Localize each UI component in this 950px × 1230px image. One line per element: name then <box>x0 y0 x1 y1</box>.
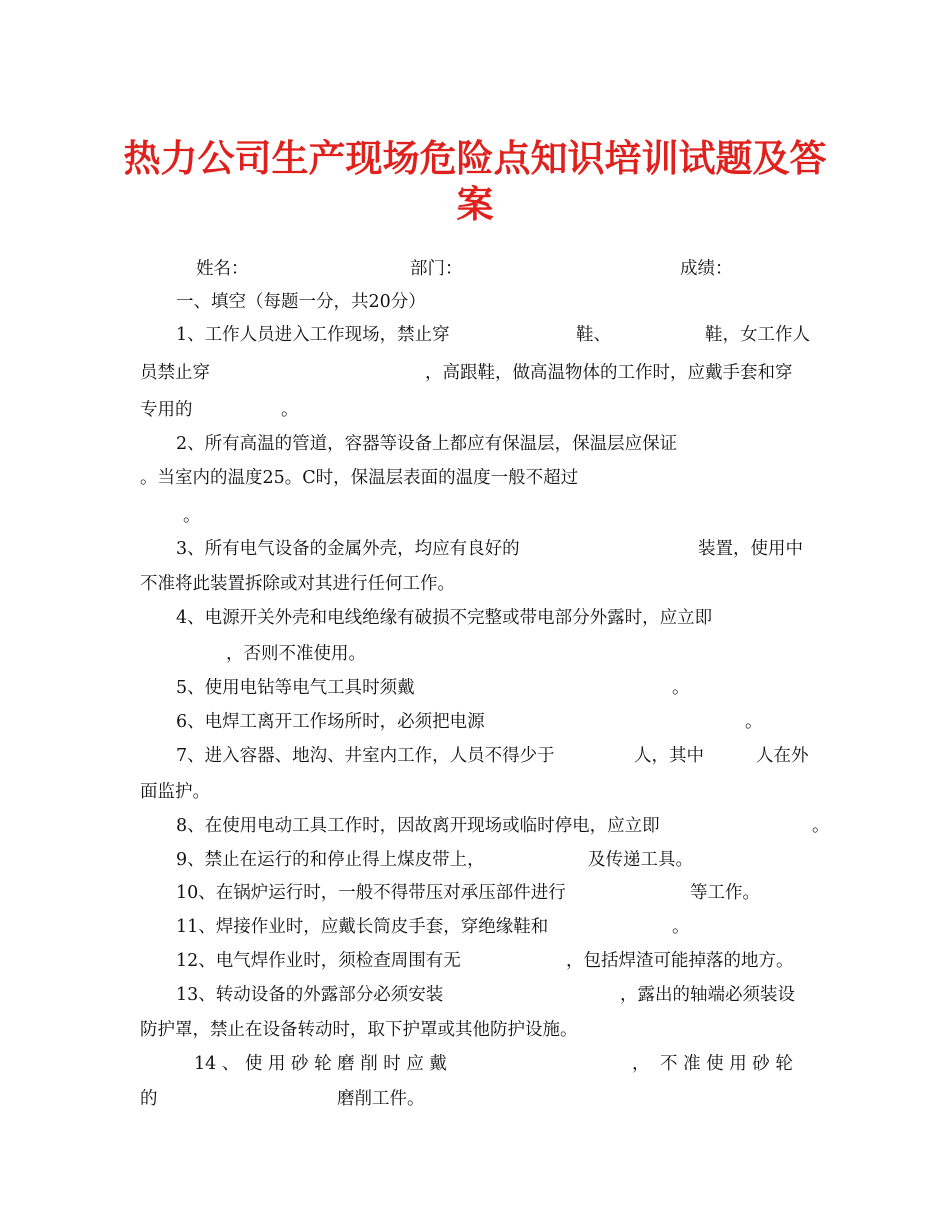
question-1-text-a: 1、工作人员进入工作现场，禁止穿 <box>176 325 450 345</box>
question-1-text-b: 鞋、 <box>576 325 611 345</box>
question-13-text-c: 防护罩，禁止在设备转动时，取下护罩或其他防护设施。 <box>140 1020 578 1040</box>
question-11-text-a: 11、焊接作业时，应戴长筒皮手套，穿绝缘鞋和 <box>176 917 549 937</box>
question-14-text-b: ， <box>632 1054 650 1074</box>
question-1-text-e: ，高跟鞋，做高温物体的工作时，应戴手套和穿 <box>425 363 793 383</box>
question-1-text-f: 专用的 <box>140 400 193 420</box>
question-14-text-a: 14 、 使 用 砂 轮 磨 削 时 应 戴 <box>194 1054 447 1074</box>
question-1-text-d: 员禁止穿 <box>140 363 210 383</box>
question-1-text-g: 。 <box>281 400 299 420</box>
question-2-text-b: 。当室内的温度25。C时，保温层表面的温度一般不超过 <box>140 468 579 488</box>
question-14-text-c: 不 准 使 用 砂 轮 <box>660 1054 793 1074</box>
question-2-text-a: 2、所有高温的管道，容器等设备上都应有保温层，保温层应保证 <box>176 434 678 454</box>
question-7-text-a: 7、进入容器、地沟、井室内工作，人员不得少于 <box>176 746 555 766</box>
question-5-text-a: 5、使用电钻等电气工具时须戴 <box>176 678 415 698</box>
name-label: 姓名： <box>196 259 249 279</box>
question-9-text-a: 9、禁止在运行的和停止得上煤皮带上， <box>176 850 485 870</box>
question-3-text-b: 装置，使用中 <box>698 539 803 559</box>
question-12-text-b: ，包括焊渣可能掉落的地方。 <box>566 951 794 971</box>
question-7-text-d: 面监护。 <box>140 782 210 802</box>
question-14-text-d: 的 <box>140 1089 158 1109</box>
question-12-text-a: 12、电气焊作业时，须检查周围有无 <box>176 951 461 971</box>
question-4-text-b: ，否则不准使用。 <box>226 644 366 664</box>
question-3-text-a: 3、所有电气设备的金属外壳，均应有良好的 <box>176 539 520 559</box>
question-8-text-a: 8、在使用电动工具工作时，因故离开现场或临时停电，应立即 <box>176 816 660 836</box>
question-14-text-e: 磨削工件。 <box>337 1089 425 1109</box>
score-label: 成绩： <box>680 259 733 279</box>
section-heading: 一、填空（每题一分，共20分） <box>176 292 426 312</box>
question-8-text-b: 。 <box>812 816 830 836</box>
page-title-line-2: 案 <box>456 183 494 226</box>
question-6-text-a: 6、电焊工离开工作场所时，必须把电源 <box>176 712 485 732</box>
question-6-text-b: 。 <box>745 712 763 732</box>
question-9-text-b: 及传递工具。 <box>588 850 693 870</box>
page-title-line-1: 热力公司生产现场危险点知识培训试题及答 <box>123 137 827 180</box>
question-10-text-a: 10、在锅炉运行时，一般不得带压对承压部件进行 <box>176 883 566 903</box>
department-label: 部门： <box>410 259 463 279</box>
question-4-text-a: 4、电源开关外壳和电线绝缘有破损不完整或带电部分外露时，应立即 <box>176 608 713 628</box>
question-3-text-c: 不准将此装置拆除或对其进行任何工作。 <box>140 574 455 594</box>
question-13-text-b: ，露出的轴端必须装设 <box>620 985 795 1005</box>
question-10-text-b: 等工作。 <box>690 883 760 903</box>
question-7-text-b: 人，其中 <box>634 746 704 766</box>
question-13-text-a: 13、转动设备的外露部分必须安装 <box>176 985 444 1005</box>
question-7-text-c: 人在外 <box>756 746 809 766</box>
question-11-text-b: 。 <box>672 917 690 937</box>
question-1-text-c: 鞋，女工作人 <box>705 325 810 345</box>
question-5-text-b: 。 <box>672 678 690 698</box>
question-2-text-c: 。 <box>183 506 201 526</box>
